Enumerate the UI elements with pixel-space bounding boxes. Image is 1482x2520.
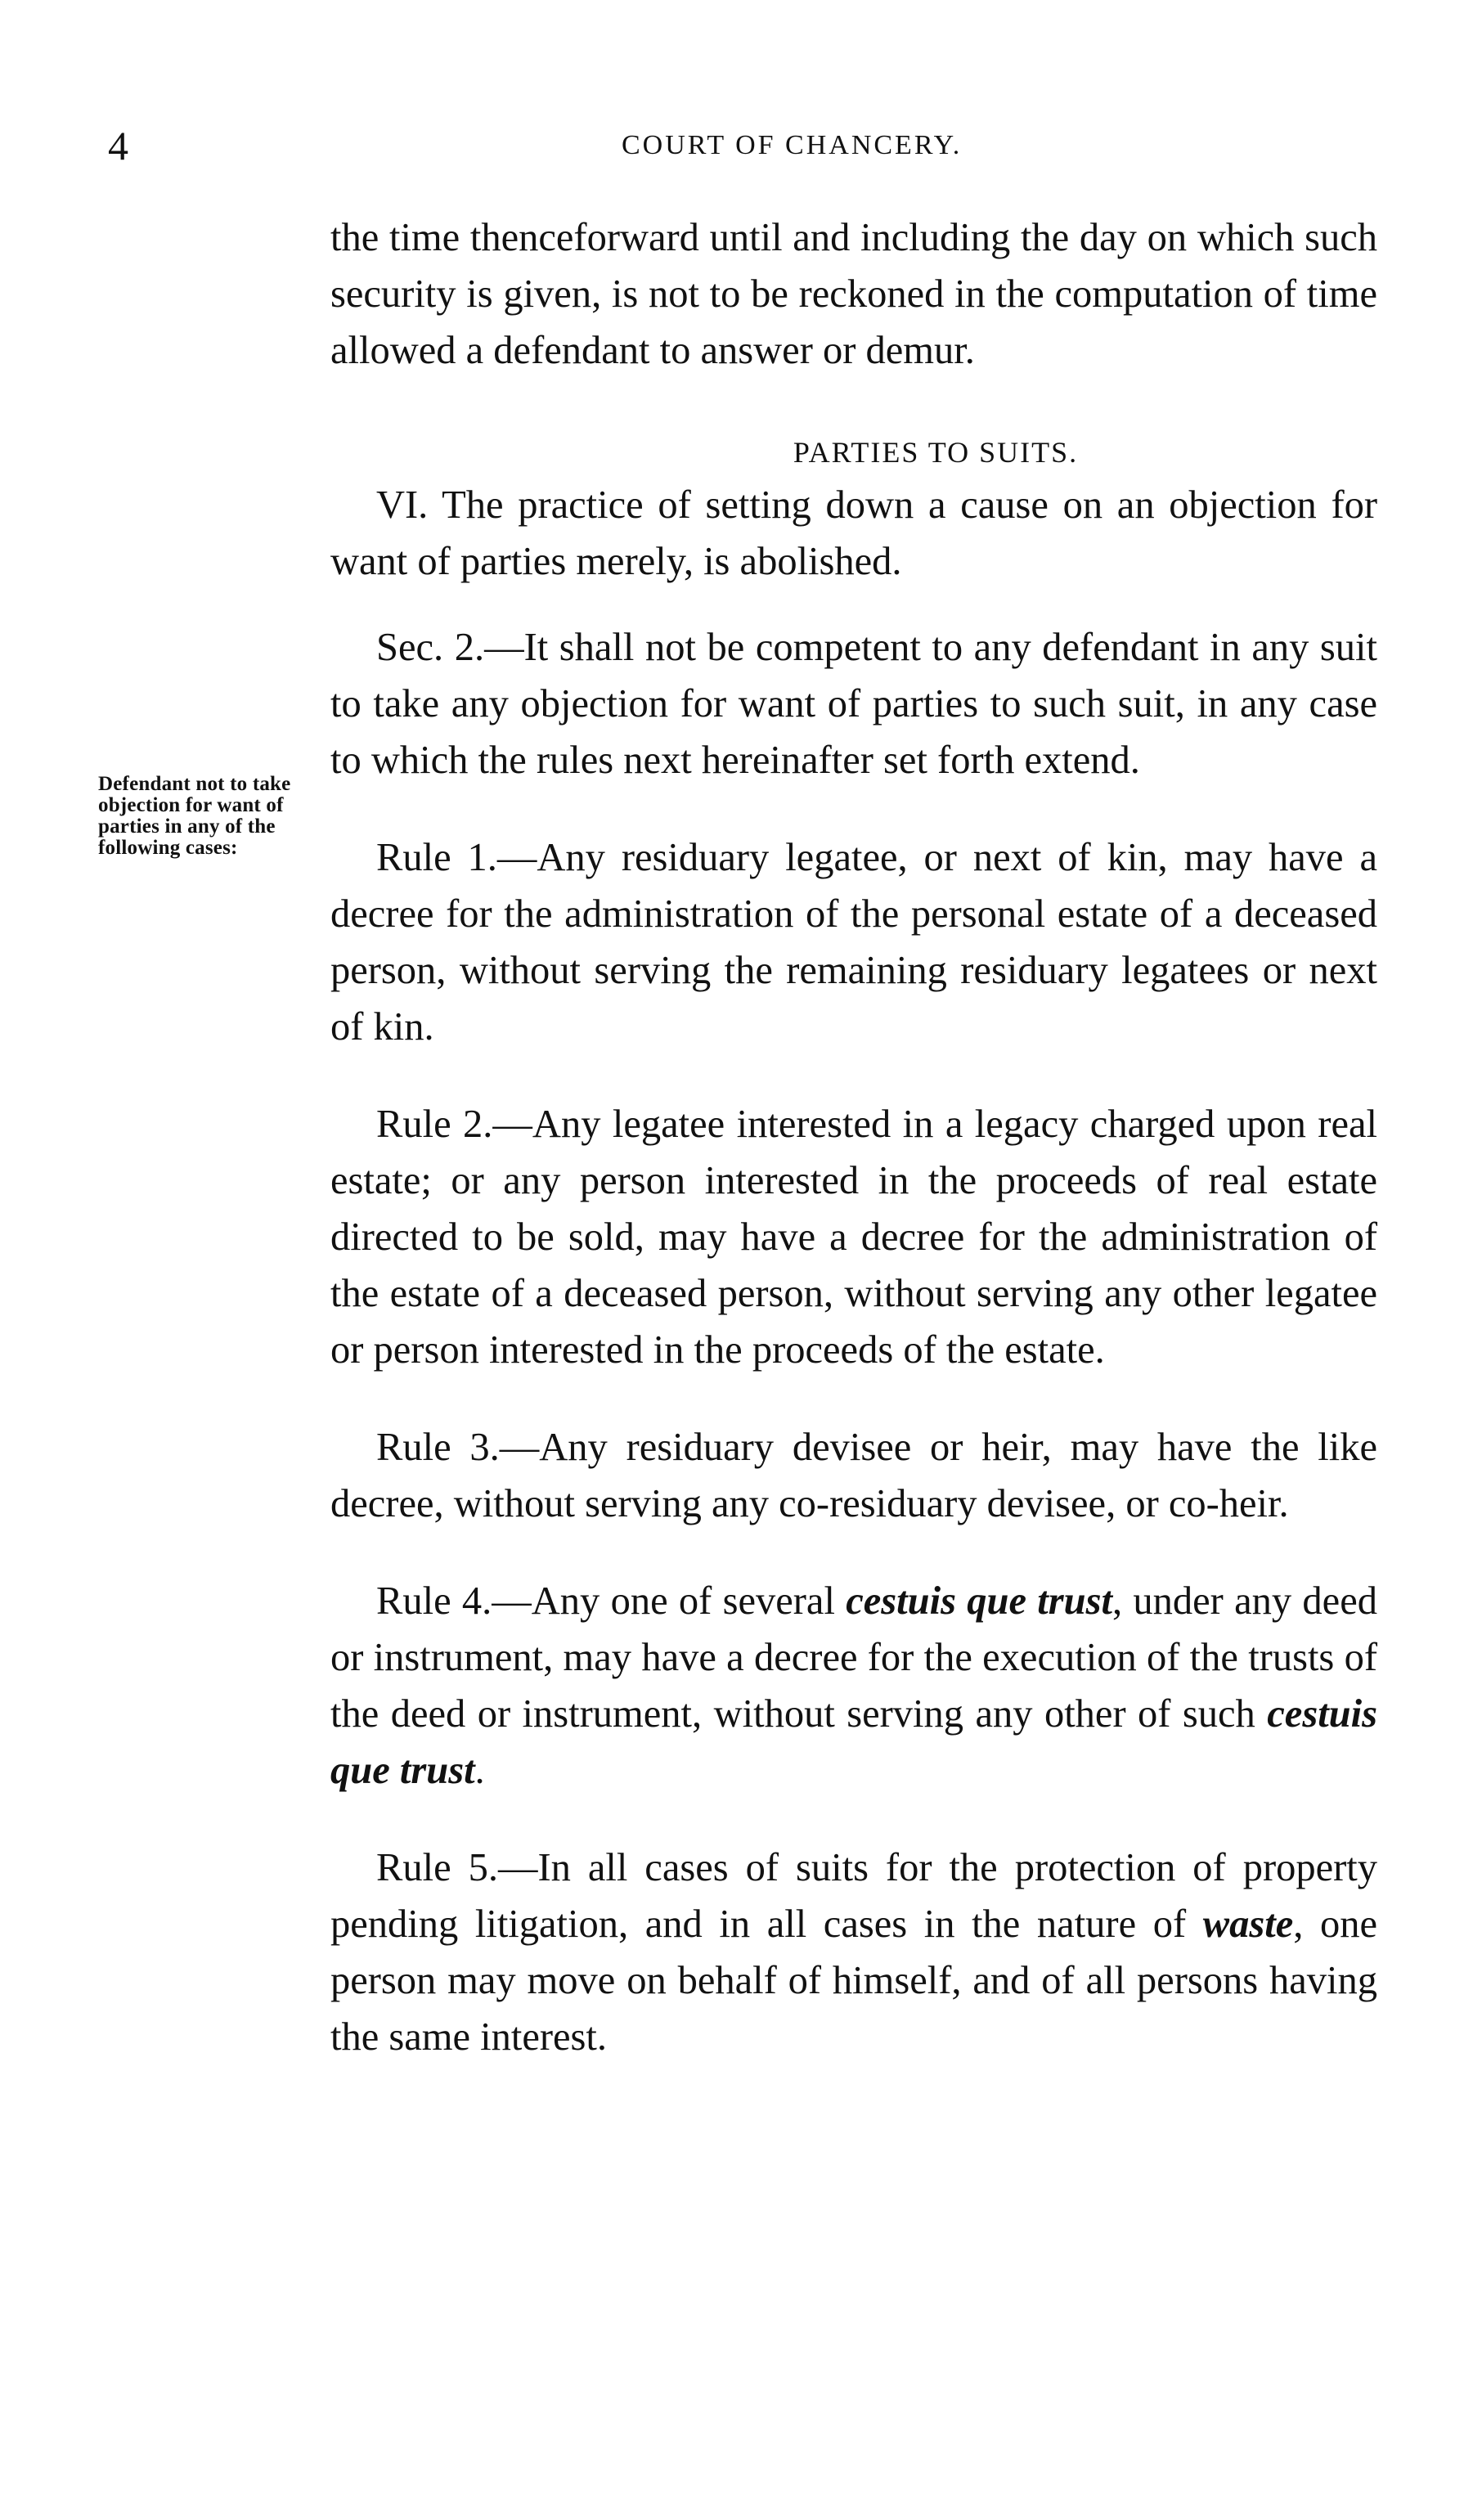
rule-4-italic-term-2: cestuis que trust xyxy=(330,1692,1377,1792)
rule-4-paragraph xyxy=(330,1573,1377,1799)
rule-5-text-a: Rule 5.—In all cases of suits for the protection of property pending litigation, and in all cases in the nature of xyxy=(330,1846,1377,1946)
rule-5-text-c: , one person may move on behalf of himself, and of all persons having the same interest. xyxy=(330,1902,1377,2059)
margin-note: Defendant not to take objection for want of parties in any of the following cases: xyxy=(98,773,291,859)
rule-4-text-c: , under any deed or instrument, may have a decree for the execution of the trusts of the deed or instrument, without serving any other of such xyxy=(330,1579,1377,1736)
rule-vi-paragraph: VI. The practice of setting down a cause on an objection for want of parties merely, is abolished. xyxy=(330,483,1377,583)
rule-4-text-e: . xyxy=(474,1749,485,1792)
running-title: COURT OF CHANCERY. xyxy=(622,130,963,160)
rule-4-italic-term-1: cestuis que trust xyxy=(846,1579,1112,1623)
section-heading: PARTIES TO SUITS. xyxy=(793,436,1079,469)
page-number: 4 xyxy=(108,123,128,168)
body-text xyxy=(330,209,1377,2065)
rule-5-italic-term: waste xyxy=(1202,1902,1294,1946)
rule-5-paragraph xyxy=(330,1839,1377,2065)
sec-2-paragraph: Sec. 2.—It shall not be competent to any defendant in any suit to take any objection for want of parties to such suit, in any case to which the rules next hereinafter set forth extend. xyxy=(330,626,1377,782)
rule-1-paragraph: Rule 1.—Any residuary legatee, or next of kin, may have a decree for the administration of the personal estate of a deceased person, without serving the remaining residuary legatees or next of kin. xyxy=(330,836,1377,1049)
rule-3-paragraph: Rule 3.—Any residuary devisee or heir, may have the like decree, without serving any co-residuary devisee, or co-heir. xyxy=(330,1426,1377,1525)
rule-4-text-a: Rule 4.—Any one of several xyxy=(376,1579,847,1623)
rule-2-paragraph: Rule 2.—Any legatee interested in a legacy charged upon real estate; or any person interested in the proceeds of real estate directed to be sold, may have a decree for the administration of the estate of a deceased person, without serving any other legatee or person interested in the proceeds of the estate. xyxy=(330,1103,1377,1372)
continuation-paragraph: the time thenceforward until and including the day on which such security is given, is not to be reckoned in the computation of time allowed a defendant to answer or demur. xyxy=(330,216,1377,372)
